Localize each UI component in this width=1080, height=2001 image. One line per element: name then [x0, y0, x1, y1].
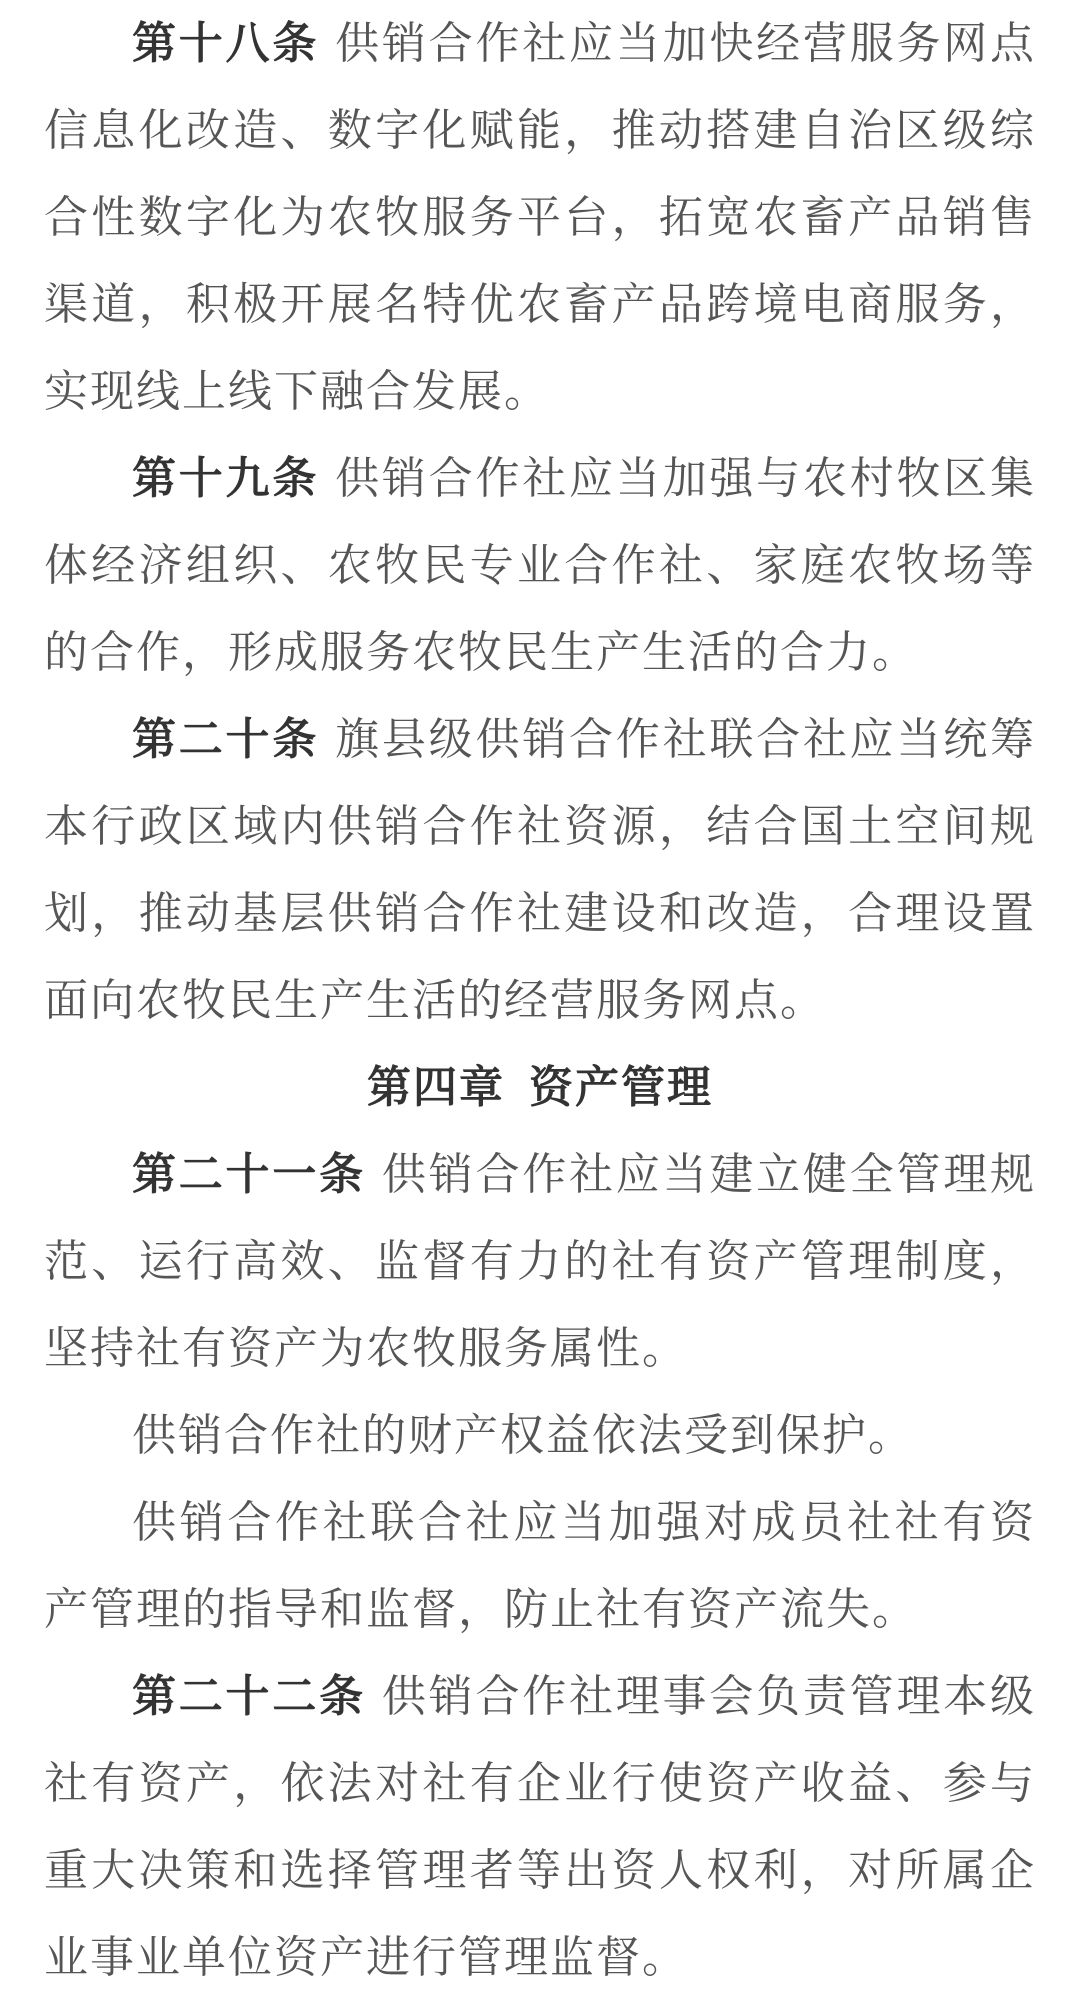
article-21-paragraph-3: 供销合作社联合社应当加强对成员社社有资产管理的指导和监督，防止社有资产流失。 [44, 1497, 1036, 1635]
article-21-paragraph-2: 供销合作社的财产权益依法受到保护。 [132, 1410, 914, 1461]
article-21 [44, 1131, 1036, 1392]
chapter-number: 第四章 [367, 1062, 505, 1113]
article-18-label: 第十八条 [132, 18, 320, 69]
article-20-label: 第二十条 [132, 714, 320, 765]
chapter-heading [44, 1044, 1036, 1131]
article-20 [44, 696, 1036, 1044]
article-19-label: 第十九条 [132, 453, 320, 504]
article-21-text: 供销合作社应当建立健全管理规范、运行高效、监督有力的社有资产管理制度，坚持社有资产为农牧服务属性。 [44, 1149, 1037, 1374]
article-22-label: 第二十二条 [132, 1671, 366, 1722]
document-body [44, 0, 1036, 2001]
article-19 [44, 435, 1036, 696]
article-18 [44, 0, 1036, 435]
article-22 [44, 1653, 1036, 2001]
article-18-text: 供销合作社应当加快经营服务网点信息化改造、数字化赋能，推动搭建自治区级综合性数字化为农牧服务平台，拓宽农畜产品销售渠道，积极开展名特优农畜产品跨境电商服务，实现线上线下融合发展。 [44, 18, 1037, 417]
article-19-text: 供销合作社应当加强与农村牧区集体经济组织、农牧民专业合作社、家庭农牧场等的合作，形成服务农牧民生产生活的合力。 [44, 453, 1037, 678]
article-21-label: 第二十一条 [132, 1149, 366, 1200]
article-20-text: 旗县级供销合作社联合社应当统筹本行政区域内供销合作社资源，结合国土空间规划，推动基层供销合作社建设和改造，合理设置面向农牧民生产生活的经营服务网点。 [44, 714, 1037, 1026]
chapter-title: 资产管理 [529, 1062, 713, 1113]
article-22-text: 供销合作社理事会负责管理本级社有资产，依法对社有企业行使资产收益、参与重大决策和选择管理者等出资人权利，对所属企业事业单位资产进行管理监督。 [44, 1671, 1037, 1983]
